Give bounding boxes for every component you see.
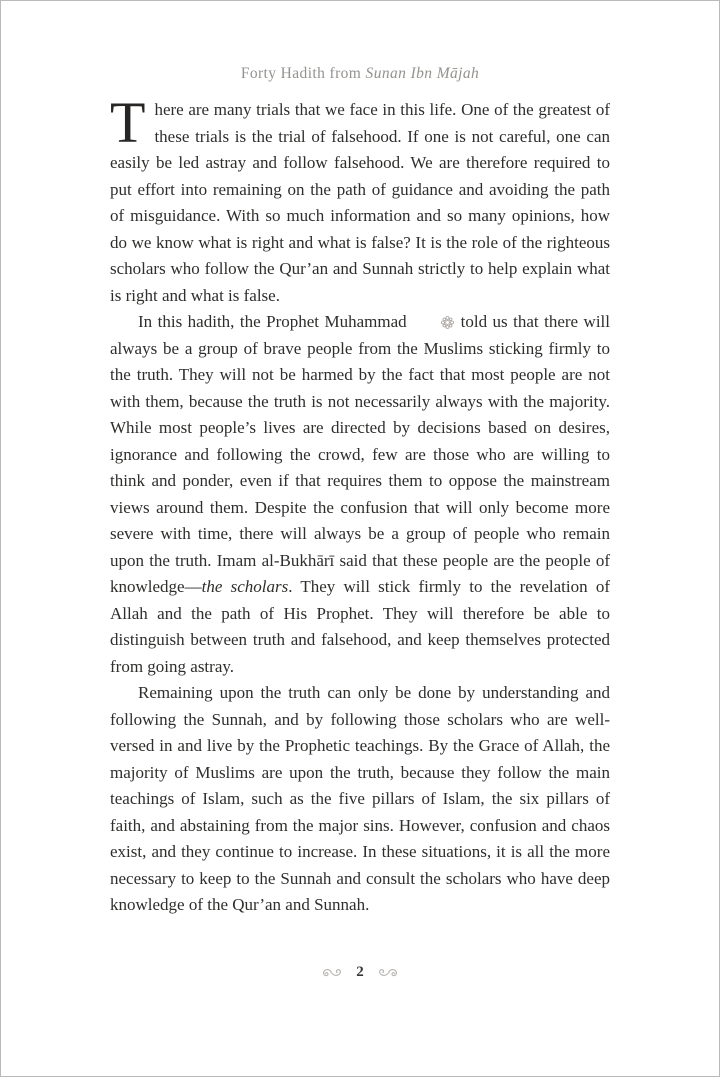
paragraph-2-text-c: . They will stick firmly to the revelation of Allah and the path of His Prophet. They will therefore be able to distinguish between truth and falsehood, and keep themselves protected from going astray. [110, 577, 610, 676]
paragraph-2-text-b: told us that there will always be a group of brave people from the Muslims sticking firmly to the truth. They will not be harmed by the fact that most people are not with them, because the truth is not necessarily always with the majority. While most people’s lives are directed by decisions based on desires, ignorance and following the crowd, few are those who are willing to think and ponder, even if that requires them to oppose the mainstream views around them. Despite the confusion that will only become more severe with time, there will always be a group of people who remain upon the truth. Imam al-Bukhārī said that these people are the people of knowledge— [110, 312, 610, 596]
paragraph-1-text: here are many trials that we face in this life. One of the greatest of these trials is the trial of falsehood. If one is not careful, one can easily be led astray and follow falsehood. We are therefore required to put effort into remaining on the path of guidance and avoiding the path of misguidance. With so much information and so many opinions, how do we know what is right and what is false? It is the role of the righteous scholars who follow the Qur’an and Sunnah strictly to help explain what is right and what is false. [110, 100, 610, 305]
flourish-left-icon [320, 967, 345, 979]
dropcap-letter: T [110, 90, 146, 155]
page-number: 2 [356, 964, 364, 980]
page-body [110, 90, 610, 919]
scholars-emphasis: the scholars [201, 577, 289, 596]
pbuh-seal-icon [412, 315, 455, 330]
paragraph-2-text-a: In this hadith, the Prophet Muhammad [138, 312, 413, 331]
running-header-text: Forty Hadith from [240, 65, 366, 82]
paragraph-1 [110, 90, 610, 309]
paragraph-3 [110, 680, 610, 919]
book-title: Sunan Ibn Mājah [365, 65, 480, 82]
page-footer [1, 964, 719, 981]
paragraph-2 [110, 309, 610, 680]
paragraph-3-text: Remaining upon the truth can only be done by understanding and following the Sunnah, and by following those scholars who are well-versed in and live by the Prophetic teachings. By the Grace of Allah, the majority of Muslims are upon the truth, because they follow the main teachings of Islam, such as the five pillars of Islam, the six pillars of faith, and abstaining from the major sins. However, confusion and chaos exist, and they continue to increase. In these situations, it is all the more necessary to keep to the Sunnah and consult the scholars who have deep knowledge of the Qur’an and Sunnah. [110, 683, 610, 914]
flourish-right-icon [375, 967, 400, 979]
running-header [1, 65, 719, 83]
